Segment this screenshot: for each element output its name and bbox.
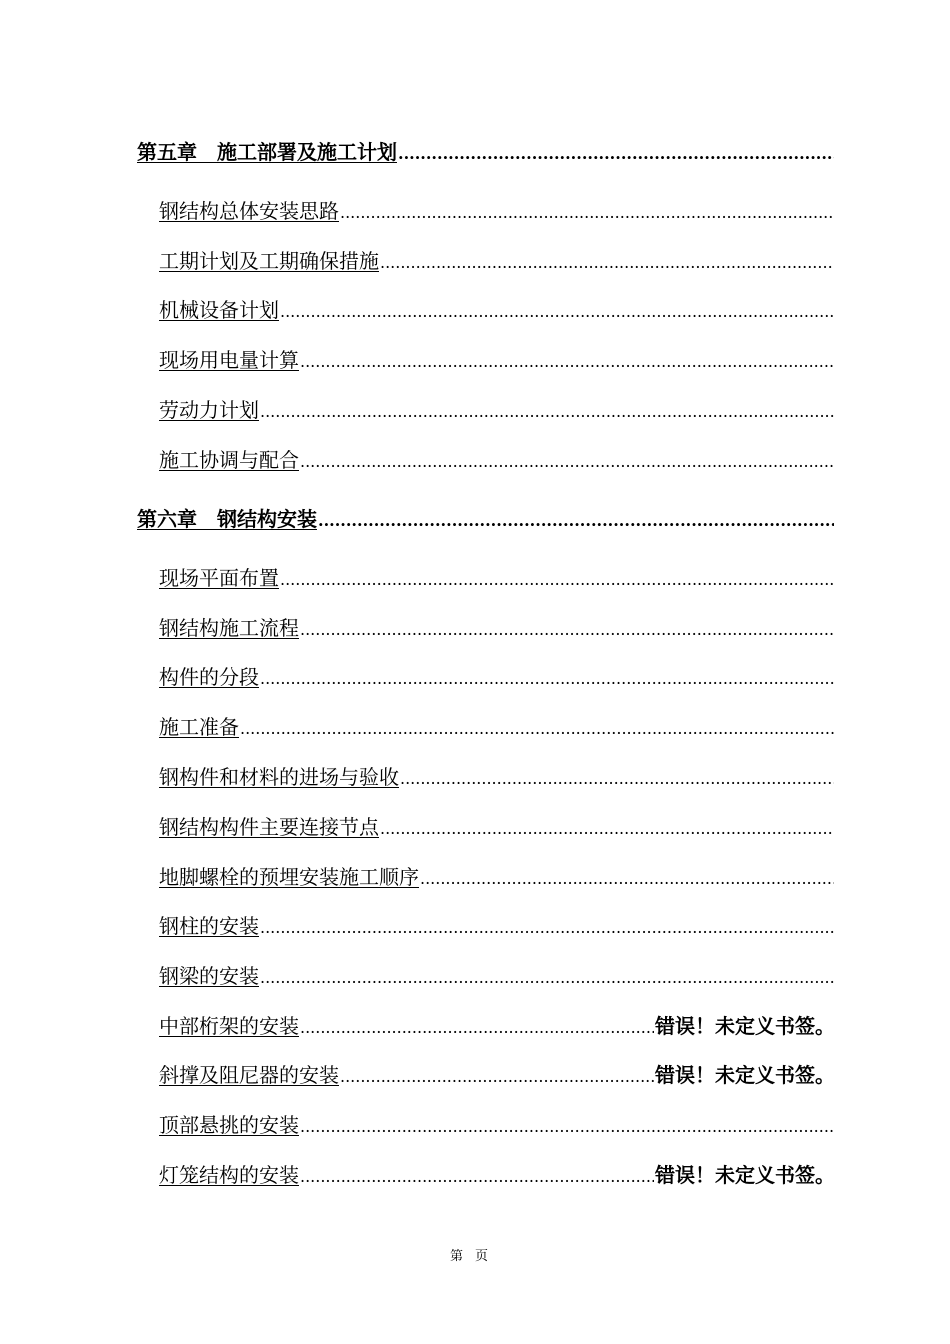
toc-section-link[interactable] <box>159 615 835 643</box>
toc-section-title: 钢结构构件主要连接节点 <box>159 815 379 839</box>
toc-section-title: 中部桁架的安装 <box>159 1014 299 1038</box>
toc-section-title: 斜撑及阻尼器的安装 <box>159 1063 339 1087</box>
toc-page-error: 错误！未定义书签。 <box>655 1063 835 1087</box>
toc-section-link[interactable] <box>159 1112 835 1140</box>
toc-section-link[interactable] <box>159 1162 835 1190</box>
toc-section-title: 构件的分段 <box>159 665 259 689</box>
toc-section-title: 钢结构总体安装思路 <box>159 199 339 223</box>
toc-leader-dots <box>300 449 834 475</box>
toc-leader-dots <box>280 567 834 593</box>
toc-section-link[interactable] <box>159 864 835 892</box>
toc-leader-dots <box>280 299 834 325</box>
toc-section-title: 灯笼结构的安装 <box>159 1163 299 1187</box>
toc-leader-dots <box>380 816 834 842</box>
toc-section-title: 钢构件和材料的进场与验收 <box>159 765 399 789</box>
toc-section-title: 顶部悬挑的安装 <box>159 1113 299 1137</box>
toc-section-link[interactable] <box>159 447 835 475</box>
toc-leader-dots <box>260 399 834 425</box>
toc-leader-dots <box>300 349 834 375</box>
toc-page-error: 错误！未定义书签。 <box>655 1014 835 1038</box>
toc-leader-dots <box>240 716 834 742</box>
toc-section-link[interactable] <box>159 198 835 226</box>
toc-section-title: 钢柱的安装 <box>159 914 259 938</box>
toc-leader-dots <box>340 1064 654 1090</box>
toc-leader-dots <box>260 666 834 692</box>
toc-leader-dots <box>318 508 834 534</box>
toc-leader-dots <box>300 617 834 643</box>
toc-section-link[interactable] <box>159 297 835 325</box>
toc-section-link[interactable] <box>159 1013 835 1041</box>
page-footer: 第页 <box>449 1249 500 1264</box>
toc-leader-dots <box>398 141 834 167</box>
toc-leader-dots <box>340 200 834 226</box>
toc-section-title: 劳动力计划 <box>159 398 259 422</box>
toc-section-link[interactable] <box>159 347 835 375</box>
toc-page-error: 错误！未定义书签。 <box>655 1163 835 1187</box>
toc-section-link[interactable] <box>159 565 835 593</box>
toc-leader-dots <box>420 866 834 892</box>
toc-section-title: 机械设备计划 <box>159 298 279 322</box>
toc-section-title: 施工准备 <box>159 715 239 739</box>
toc-section-link[interactable] <box>159 1062 835 1090</box>
toc-section-link[interactable] <box>159 764 835 792</box>
toc-section-title: 工期计划及工期确保措施 <box>159 249 379 273</box>
toc-section-title: 施工协调与配合 <box>159 448 299 472</box>
toc-section-link[interactable] <box>159 913 835 941</box>
toc-section-link[interactable] <box>159 397 835 425</box>
toc-chapter-6[interactable] <box>137 506 835 534</box>
toc-section-title: 地脚螺栓的预埋安装施工顺序 <box>159 865 419 889</box>
toc-section-title: 钢结构施工流程 <box>159 616 299 640</box>
toc-section-title: 现场平面布置 <box>159 566 279 590</box>
toc-section-title: 钢梁的安装 <box>159 964 259 988</box>
toc-section-link[interactable] <box>159 963 835 991</box>
toc-section-link[interactable] <box>159 814 835 842</box>
toc-section-link[interactable] <box>159 664 835 692</box>
toc-leader-dots <box>380 250 834 276</box>
toc-chapter-5[interactable] <box>137 139 835 167</box>
toc-chapter-title: 第五章 施工部署及施工计划 <box>137 140 397 164</box>
toc-section-link[interactable] <box>159 714 835 742</box>
toc-leader-dots <box>260 915 834 941</box>
toc-leader-dots <box>300 1015 654 1041</box>
toc-leader-dots <box>300 1164 654 1190</box>
toc-section-link[interactable] <box>159 248 835 276</box>
toc-section-title: 现场用电量计算 <box>159 348 299 372</box>
toc-leader-dots <box>300 1114 834 1140</box>
toc-leader-dots <box>260 965 834 991</box>
toc-leader-dots <box>400 766 834 792</box>
toc-chapter-title: 第六章 钢结构安装 <box>137 507 317 531</box>
